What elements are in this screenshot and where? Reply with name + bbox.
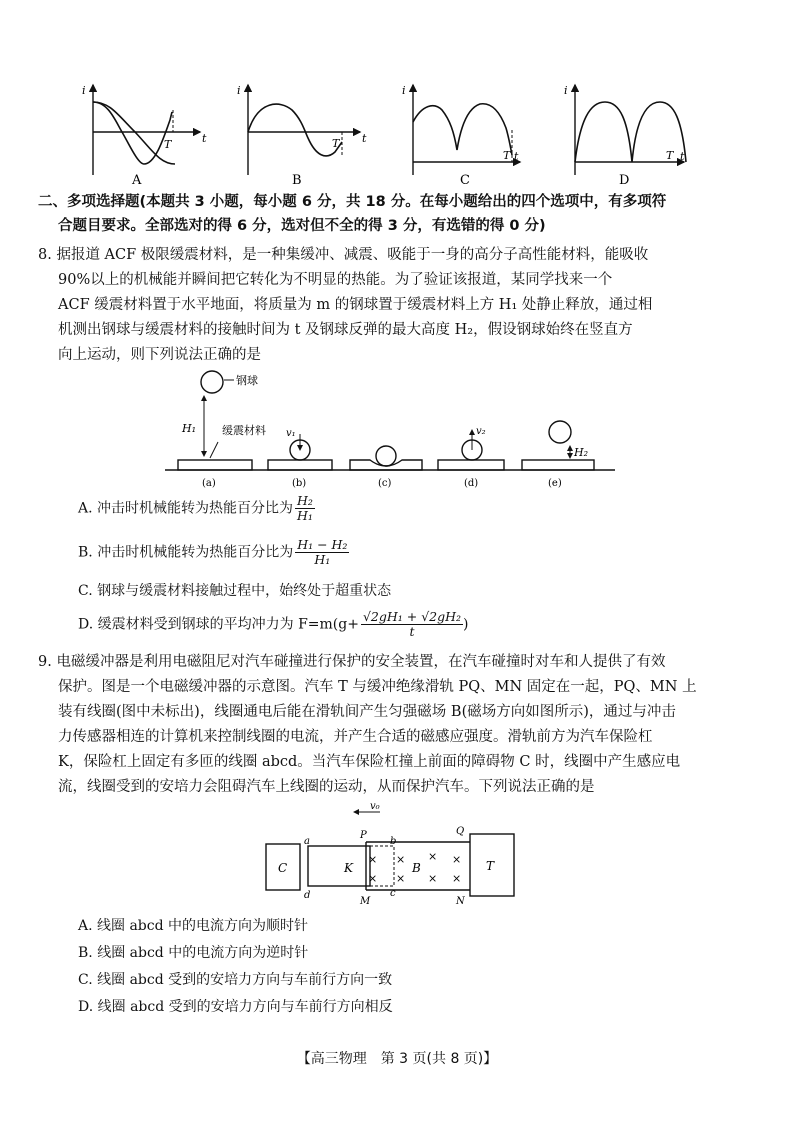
q8-option-c-text: C. 钢球与缓震材料接触过程中，始终处于超重状态 bbox=[78, 583, 392, 599]
svg-text:×: × bbox=[396, 872, 406, 885]
curve-a bbox=[93, 102, 172, 164]
material-label: 缓震材料 bbox=[222, 424, 266, 437]
graph-a-T-label: T bbox=[164, 138, 172, 151]
svg-text:×: × bbox=[396, 853, 406, 866]
q8-option-d-close: ) bbox=[463, 616, 469, 633]
b-label: b bbox=[390, 836, 397, 847]
q9-option-b[interactable] bbox=[78, 942, 308, 962]
graph-d-i-label: i bbox=[564, 84, 568, 97]
graph-c-i-label: i bbox=[402, 84, 406, 97]
graph-b-T-label: T bbox=[332, 137, 340, 150]
q8-option-b[interactable] bbox=[78, 538, 349, 567]
q8-option-b-numerator: H₁ − H₂ bbox=[297, 537, 348, 552]
q8-line3: ACF 缓震材料置于水平地面，将质量为 m 的钢球置于缓震材料上方 H₁ 处静止释放，通过相 bbox=[58, 297, 653, 313]
q9-line3: 装有线圈(图中未标出)，线圈通电后能在滑轨间产生匀强磁场 B(磁场方向如图所示)，通过与冲击 bbox=[58, 704, 676, 720]
section2-title-line1: 二、多项选择题(本题共 3 小题，每小题 6 分，共 18 分。在每小题给出的四个选项中，有多项符 bbox=[38, 194, 667, 210]
q8-diagram bbox=[160, 368, 620, 490]
p-label: P bbox=[360, 830, 367, 841]
q8-line1: 8. 据报道 ACF 极限缓震材料，是一种集缓冲、减震、吸能于一身的高分子高性能材料，能吸收 bbox=[38, 247, 649, 263]
q8-line2: 90%以上的机械能并瞬间把它转化为不明显的热能。为了验证该报道，某同学找来一个 bbox=[58, 272, 613, 288]
graph-d-label: D bbox=[619, 173, 630, 188]
d-label: d bbox=[304, 890, 311, 901]
graph-a-label: A bbox=[132, 173, 142, 188]
q9-line1: 9. 电磁缓冲器是利用电磁阻尼对汽车碰撞进行保护的安全装置，在汽车碰撞时对车和人提供了有效 bbox=[38, 654, 666, 670]
q8-option-a-numerator: H₂ bbox=[297, 493, 313, 508]
graph-c-t-label: t bbox=[514, 150, 519, 163]
v0-label: v₀ bbox=[370, 801, 380, 812]
k-label: K bbox=[344, 861, 353, 875]
q8-line5: 向上运动，则下列说法正确的是 bbox=[58, 347, 261, 363]
q8-option-b-denominator: H₁ bbox=[314, 552, 331, 567]
graph-d-t-label: t bbox=[680, 150, 685, 163]
q9-option-a-text: A. 线圈 abcd 中的电流方向为顺时针 bbox=[78, 918, 309, 934]
q9-line6: 流，线圈受到的安培力会阻碍汽车上线圈的运动，从而保护汽车。下列说法正确的是 bbox=[58, 779, 595, 795]
svg-text:×: × bbox=[428, 850, 438, 863]
q9-option-d[interactable] bbox=[78, 996, 393, 1016]
svg-text:×: × bbox=[368, 872, 378, 885]
q9-line5: K，保险杠上固定有多匝的线圈 abcd。当汽车保险杠撞上前面的障碍物 C 时，线圈中产生感应电 bbox=[58, 754, 681, 770]
panel-d-label: (d) bbox=[464, 478, 479, 489]
q9-option-a[interactable] bbox=[78, 915, 308, 935]
q9-option-d-text: D. 线圈 abcd 受到的安培力方向与车前行方向相反 bbox=[78, 999, 393, 1015]
q9-line4: 力传感器相连的计算机来控制线圈的电流，并产生合适的磁感应强度。滑轨前方为汽车保险杠 bbox=[58, 729, 653, 745]
q8-panel-c bbox=[350, 446, 422, 489]
graph-c-label: C bbox=[460, 173, 470, 188]
q8-option-a[interactable] bbox=[78, 494, 315, 523]
q8-option-b-text: B. 冲击时机械能转为热能百分比为 bbox=[78, 544, 294, 561]
section2-title-line2: 合题目要求。全部选对的得 6 分，选对但不全的得 3 分，有选错的得 0 分) bbox=[58, 218, 546, 234]
v2-label: v₂ bbox=[476, 426, 486, 437]
a-label: a bbox=[304, 836, 310, 847]
graph-d-T-label: T bbox=[666, 149, 674, 162]
curve-b bbox=[248, 104, 342, 156]
h2-label: H₂ bbox=[574, 446, 589, 459]
q8-option-d-numerator: √2gH₁ + √2gH₂ bbox=[362, 609, 462, 624]
graph-c-T-label: T bbox=[503, 149, 511, 162]
b-field-label: B bbox=[412, 861, 421, 875]
q8-option-d[interactable] bbox=[78, 610, 469, 639]
q8-panel-b bbox=[268, 428, 332, 489]
q8-option-d-text: D. 缓震材料受到钢球的平均冲力为 F=m(g+ bbox=[78, 616, 359, 633]
m-label: M bbox=[360, 896, 371, 907]
panel-c-label: (c) bbox=[378, 478, 392, 489]
q8-line4: 机测出钢球与缓震材料的接触时间为 t 及钢球反弹的最大高度 H₂，假设钢球始终在竖直方 bbox=[58, 322, 633, 338]
q8-panel-a bbox=[178, 371, 266, 489]
ball-label: 钢球 bbox=[236, 374, 258, 387]
q9-line2: 保护。图是一个电磁缓冲器的示意图。汽车 T 与缓冲绝缘滑轨 PQ、MN 固定在一起，PQ、MN 上 bbox=[58, 679, 697, 695]
svg-text:×: × bbox=[452, 872, 462, 885]
graph-b-label: B bbox=[292, 173, 302, 188]
q8-option-c[interactable] bbox=[78, 580, 391, 600]
q8-panel-e bbox=[522, 421, 594, 489]
svg-text:×: × bbox=[368, 853, 378, 866]
q8-option-d-denominator: t bbox=[409, 624, 415, 639]
svg-text:×: × bbox=[452, 853, 462, 866]
t-label: T bbox=[486, 859, 495, 873]
graph-b-i-label: i bbox=[237, 84, 241, 97]
c-label: C bbox=[278, 861, 288, 875]
q-label: Q bbox=[456, 826, 465, 837]
q8-option-a-denominator: H₁ bbox=[297, 508, 313, 523]
q9-diagram bbox=[256, 800, 526, 910]
current-curves bbox=[60, 80, 750, 190]
curve-c bbox=[413, 104, 512, 155]
c-corner-label: c bbox=[390, 888, 396, 899]
n-label: N bbox=[456, 896, 465, 907]
panel-b-label: (b) bbox=[292, 478, 307, 489]
q9-option-c-text: C. 线圈 abcd 受到的安培力方向与车前行方向一致 bbox=[78, 972, 393, 988]
page-footer: 【高三物理 第 3 页(共 8 页)】 bbox=[296, 1051, 498, 1067]
graph-b-t-label: t bbox=[362, 132, 367, 145]
q9-option-c[interactable] bbox=[78, 969, 392, 989]
h1-label: H₁ bbox=[182, 422, 197, 435]
bumper-k bbox=[308, 846, 370, 886]
graph-a-i-label: i bbox=[82, 84, 86, 97]
q9-option-b-text: B. 线圈 abcd 中的电流方向为逆时针 bbox=[78, 945, 309, 961]
q8-option-a-text: A. 冲击时机械能转为热能百分比为 bbox=[78, 500, 294, 517]
svg-text:×: × bbox=[428, 872, 438, 885]
panel-a-label: (a) bbox=[202, 478, 216, 489]
graph-a-t-label: t bbox=[202, 132, 207, 145]
q8-panel-d bbox=[438, 426, 504, 489]
panel-e-label: (e) bbox=[548, 478, 562, 489]
v1-label: v₁ bbox=[286, 428, 296, 439]
